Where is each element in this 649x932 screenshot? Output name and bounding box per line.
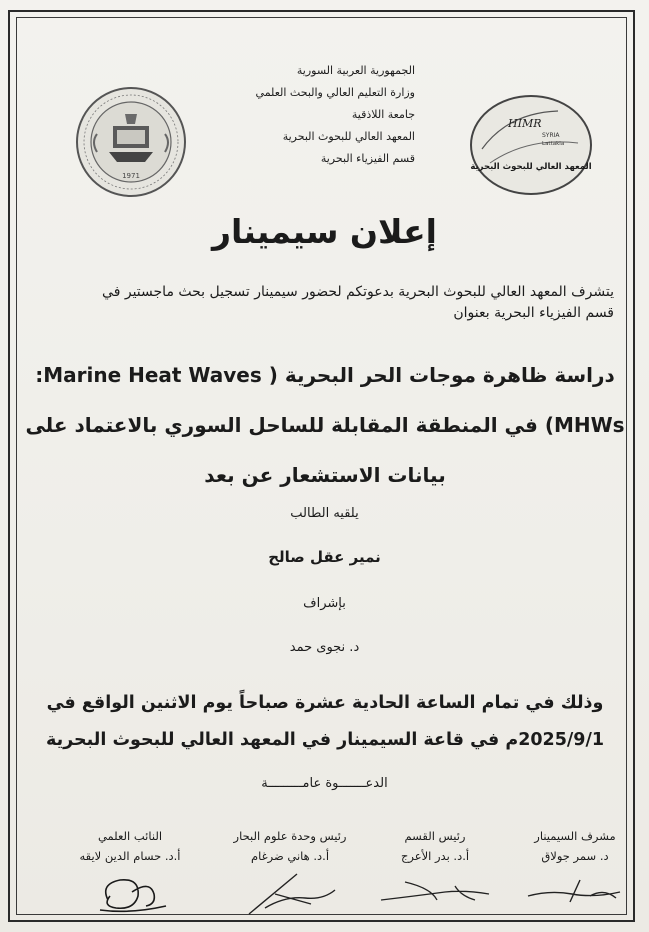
institute-logo	[468, 93, 594, 197]
header-line-ministry: وزارة التعليم العالي والبحث العلمي	[255, 86, 415, 99]
handwritten-signature	[520, 870, 630, 910]
header-line-country: الجمهورية العربية السورية	[296, 64, 415, 77]
thesis-title	[15, 350, 635, 500]
handwritten-signature	[235, 870, 345, 920]
logo-institute-name: المعهد العالي للبحوث البحرية	[470, 162, 592, 172]
thesis-line-2: MHWs) في المنطقة المقابلة للساحل السوري بالاعتماد على	[25, 413, 625, 437]
intro-paragraph	[40, 282, 614, 324]
presenter-name: نمير عقل صالح	[268, 548, 381, 566]
signature-role: مشرف السيمينار	[534, 829, 616, 843]
signature-block-seminar-supervisor	[500, 826, 649, 910]
signature-role: رئيس وحدة علوم البحار	[233, 829, 347, 843]
signature-name: أ.د. حسام الدين لايقه	[79, 849, 181, 863]
announcement-title: إعلان سيمينار	[212, 212, 437, 251]
signature-block-department-head	[360, 826, 510, 910]
signature-block-scientific-deputy	[55, 826, 205, 918]
time-line-1: وذلك في تمام الساعة الحادية عشرة صباحاً يوم الاثنين الواقع في	[46, 693, 604, 713]
thesis-line-1: دراسة ظاهرة موجات الحر البحرية ( Marine Heat Waves:	[35, 363, 615, 387]
signature-name: أ.د. بدر الأعرج	[400, 849, 470, 863]
signature-name: أ.د. هاني ضرغام	[250, 849, 330, 863]
handwritten-signature	[80, 870, 180, 918]
signature-role: رئيس القسم	[404, 829, 466, 843]
logo-acronym: HIMR	[508, 117, 542, 130]
intro-line-2: قسم الفيزياء البحرية بعنوان	[453, 305, 614, 321]
time-line-2: 2025/9/1م في قاعة السيمينار في المعهد العالي للبحوث البحرية	[45, 730, 605, 750]
header-line-institute: المعهد العالي للبحوث البحرية	[282, 130, 415, 143]
university-seal-logo	[75, 86, 187, 198]
intro-line-1: يتشرف المعهد العالي للبحوث البحرية بدعوتكم لحضور سيمينار تسجيل بحث ماجستير في	[102, 284, 614, 300]
supervision-label: بإشراف	[303, 596, 346, 611]
thesis-line-3: بيانات الاستشعار عن بعد	[204, 463, 446, 487]
institution-header	[215, 60, 415, 170]
signature-role: النائب العلمي	[97, 829, 163, 843]
logo-country: SYRIA	[542, 132, 560, 139]
time-and-place	[40, 685, 610, 759]
signature-name: د. سمر جولاق	[541, 849, 609, 863]
handwritten-signature	[375, 870, 495, 910]
signature-block-marine-unit-head	[215, 826, 365, 920]
logo-city: Lattakia	[542, 141, 565, 147]
seal-year: 1971	[122, 172, 140, 180]
header-line-department: قسم الفيزياء البحرية	[320, 152, 415, 165]
supervisor-name: د. نجوى حمد	[289, 640, 360, 655]
presenter-label: يلقيه الطالب	[290, 506, 359, 521]
header-line-university: جامعة اللاذقية	[351, 108, 415, 121]
public-invitation: الدعـــــــوة عامـــــــــة	[261, 776, 388, 791]
